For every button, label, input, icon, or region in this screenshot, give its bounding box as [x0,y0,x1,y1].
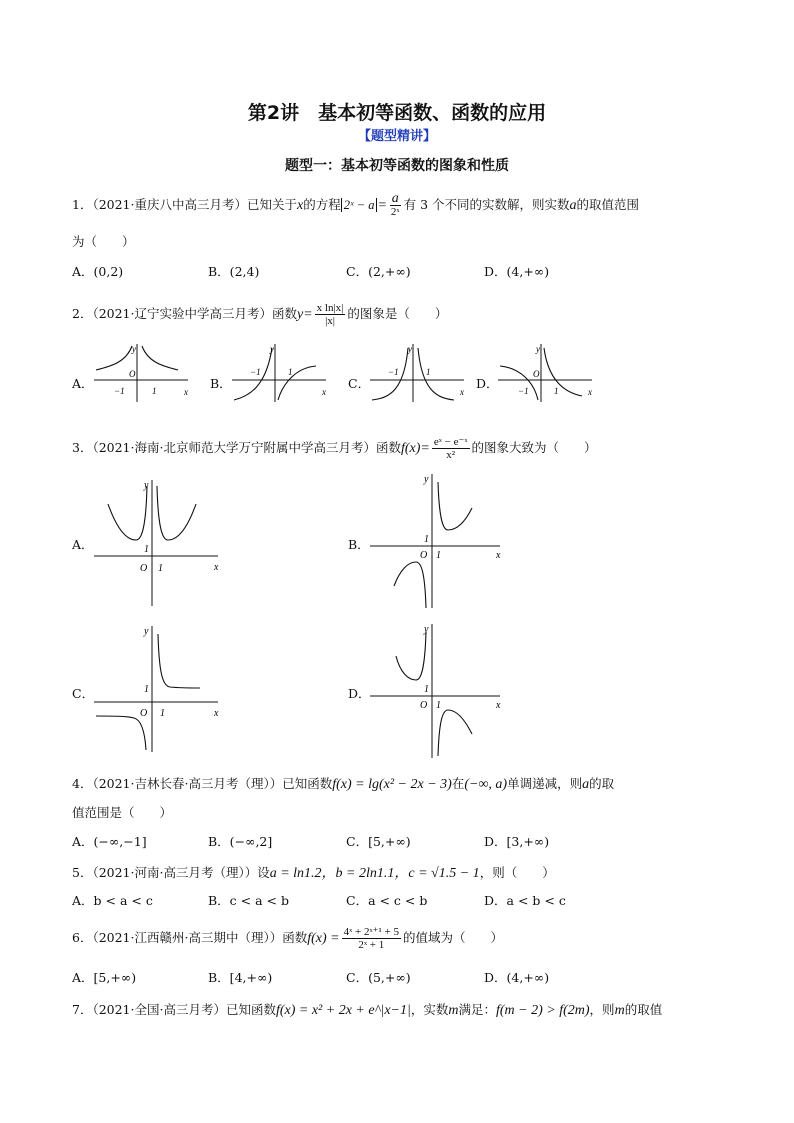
q2-graph-a[interactable] [92,342,192,404]
q2-graph-b[interactable] [230,342,330,404]
q2-b-neg1: −1 [250,367,261,377]
q2-c-y-label: y [408,344,412,354]
q3-b-x-label: x [496,550,501,561]
q3-graph-a[interactable] [92,476,222,608]
q3-b-one-y: 1 [424,534,429,545]
q3-a-one-y: 1 [144,544,149,555]
q5-option-c[interactable]: C．a < c < b [346,893,428,908]
q2-d-neg1: −1 [518,386,529,396]
q2-label-c[interactable]: C． [348,376,371,391]
q5-option-b[interactable]: B．c < a < b [208,893,289,908]
q6-option-b[interactable]: B．[4,+∞) [208,970,273,985]
q4-options [72,832,732,850]
q2-a-neg1: −1 [114,386,125,396]
q2-c-x-label: x [460,387,464,397]
q1-option-d[interactable]: D．(4,+∞) [484,264,550,279]
q4-option-b[interactable]: B．(−∞,2] [208,834,273,849]
q3-c-x-label: x [214,708,219,719]
page-subtitle: 【题型精讲】 [357,129,436,144]
q3-c-one-x: 1 [160,708,165,719]
q6-option-d[interactable]: D．(4,+∞) [484,970,550,985]
q2-d-one: 1 [554,386,559,396]
q5-option-d[interactable]: D．a < b < c [484,893,566,908]
q5-options [72,891,732,909]
q3-a-y-label: y [144,480,149,491]
q3-text: 3．（2021·海南·北京师范大学万宁附属中学高三月考）函数f(x)= $\frac{\text{eˣ − e⁻ˣ}}{\text{x²}}$ 的图象大致为（ ） [72,436,597,461]
q3-c-origin: O [140,708,148,719]
q2-fraction: $\frac{\text{x ln|x|}}{|x|}$ [316,302,344,327]
q5-option-a[interactable]: A．b < a < c [72,893,153,908]
q4-text-line2: 值范围是（ ） [72,805,173,820]
q1-option-b[interactable]: B．(2,4) [208,264,260,279]
section-heading: 题型一：基本初等函数的图象和性质 [285,158,509,174]
q3-a-one-x: 1 [158,563,163,574]
q2-c-one: 1 [426,367,431,377]
q3-b-origin: O [420,550,428,561]
q2-d-x-label: x [588,387,592,397]
q3-graph-c[interactable] [92,622,222,754]
q3-d-one-y: 1 [424,684,429,695]
q2-graph-d[interactable] [496,342,596,404]
q2-a-y-label: y [132,344,136,354]
q1-option-a[interactable]: A．(0,2) [72,264,124,279]
page-title: 第2讲 基本初等函数、函数的应用 [247,102,547,124]
q1-fraction: $\frac{a}{\text{2ˣ}}$ [390,191,400,218]
q3-c-y-label: y [144,626,149,637]
q6-option-c[interactable]: C．(5,+∞) [346,970,411,985]
q4-text: 4．（2021·吉林长春·高三月考（理））已知函数f(x) = lg(x² − 2x − 3)在(−∞, a)单调递减，则a的取 [72,776,615,792]
q3-a-x-label: x [214,562,219,573]
q6-option-a[interactable]: A．[5,+∞) [72,970,137,985]
q3-fraction: $\frac{\text{eˣ − e⁻ˣ}}{\text{x²}}$ [433,436,468,461]
q4-option-c[interactable]: C．[5,+∞) [346,834,411,849]
q1-text-line2: 为（ ） [72,234,135,249]
q2-graph-c[interactable] [368,342,468,404]
q3-b-one-x: 1 [436,550,441,561]
q3-graph-b[interactable] [368,470,504,610]
q7-text: 7．（2021·全国·高三月考）已知函数f(x) = x² + 2x + e^|x−1|，实数m满足：f(m − 2) > f(2m)，则m的取值 [72,1002,663,1018]
q1-options [72,262,732,280]
q2-a-origin: O [129,369,136,379]
q2-a-one: 1 [152,386,157,396]
q2-label-b[interactable]: B． [210,376,232,391]
q6-text: 6．（2021·江西赣州·高三期中（理））函数f(x) = $\frac{\text{4ˣ + 2ˣ⁺¹ + 5}}{\text{2ˣ + 1}}$ 的值域为（ ） [72,926,503,951]
q3-d-one-x: 1 [436,700,441,711]
q3-label-a[interactable]: A． [72,537,94,552]
q1-text: 1．（2021·重庆八中高三月考）已知关于x的方程 2ˣ − a = $\frac{a}{\text{2ˣ}}$ 有 3 个不同的实数解，则实数a的取值范围 [72,191,640,218]
q2-d-origin: O [533,369,540,379]
q2-b-x-label: x [322,387,326,397]
q2-d-y-label: y [536,344,540,354]
q2-a-x-label: x [184,387,188,397]
q2-c-neg1: −1 [388,367,399,377]
q2-b-y-label: y [270,344,274,354]
q2-label-d[interactable]: D． [476,376,499,391]
q2-b-one: 1 [288,367,293,377]
q4-option-a[interactable]: A．(−∞,−1] [72,834,147,849]
q6-options [72,968,732,986]
q3-d-x-label: x [496,700,501,711]
q5-text: 5．（2021·河南·高三月考（理））设a = ln1.2，b = 2ln1.1，c = √1.5 − 1，则（ ） [72,865,555,881]
q3-label-d[interactable]: D． [348,686,371,701]
q2-label-a[interactable]: A． [72,376,94,391]
q3-label-b[interactable]: B． [348,537,370,552]
q3-d-origin: O [420,700,428,711]
q3-c-one-y: 1 [144,684,149,695]
q4-option-d[interactable]: D．[3,+∞) [484,834,550,849]
q3-b-y-label: y [424,474,429,485]
q1-option-c[interactable]: C．(2,+∞) [346,264,411,279]
q3-label-c[interactable]: C． [72,686,95,701]
q3-d-y-label: y [424,624,429,635]
q2-text: 2．（2021·辽宁实验中学高三月考）函数y= $\frac{\text{x ln|x|}}{|x|}$ 的图象是（ ） [72,302,448,327]
q6-fraction: $\frac{\text{4ˣ + 2ˣ⁺¹ + 5}}{\text{2ˣ + 1}}$ [343,926,399,951]
q3-graph-d[interactable] [368,620,504,760]
q3-a-origin: O [140,563,148,574]
